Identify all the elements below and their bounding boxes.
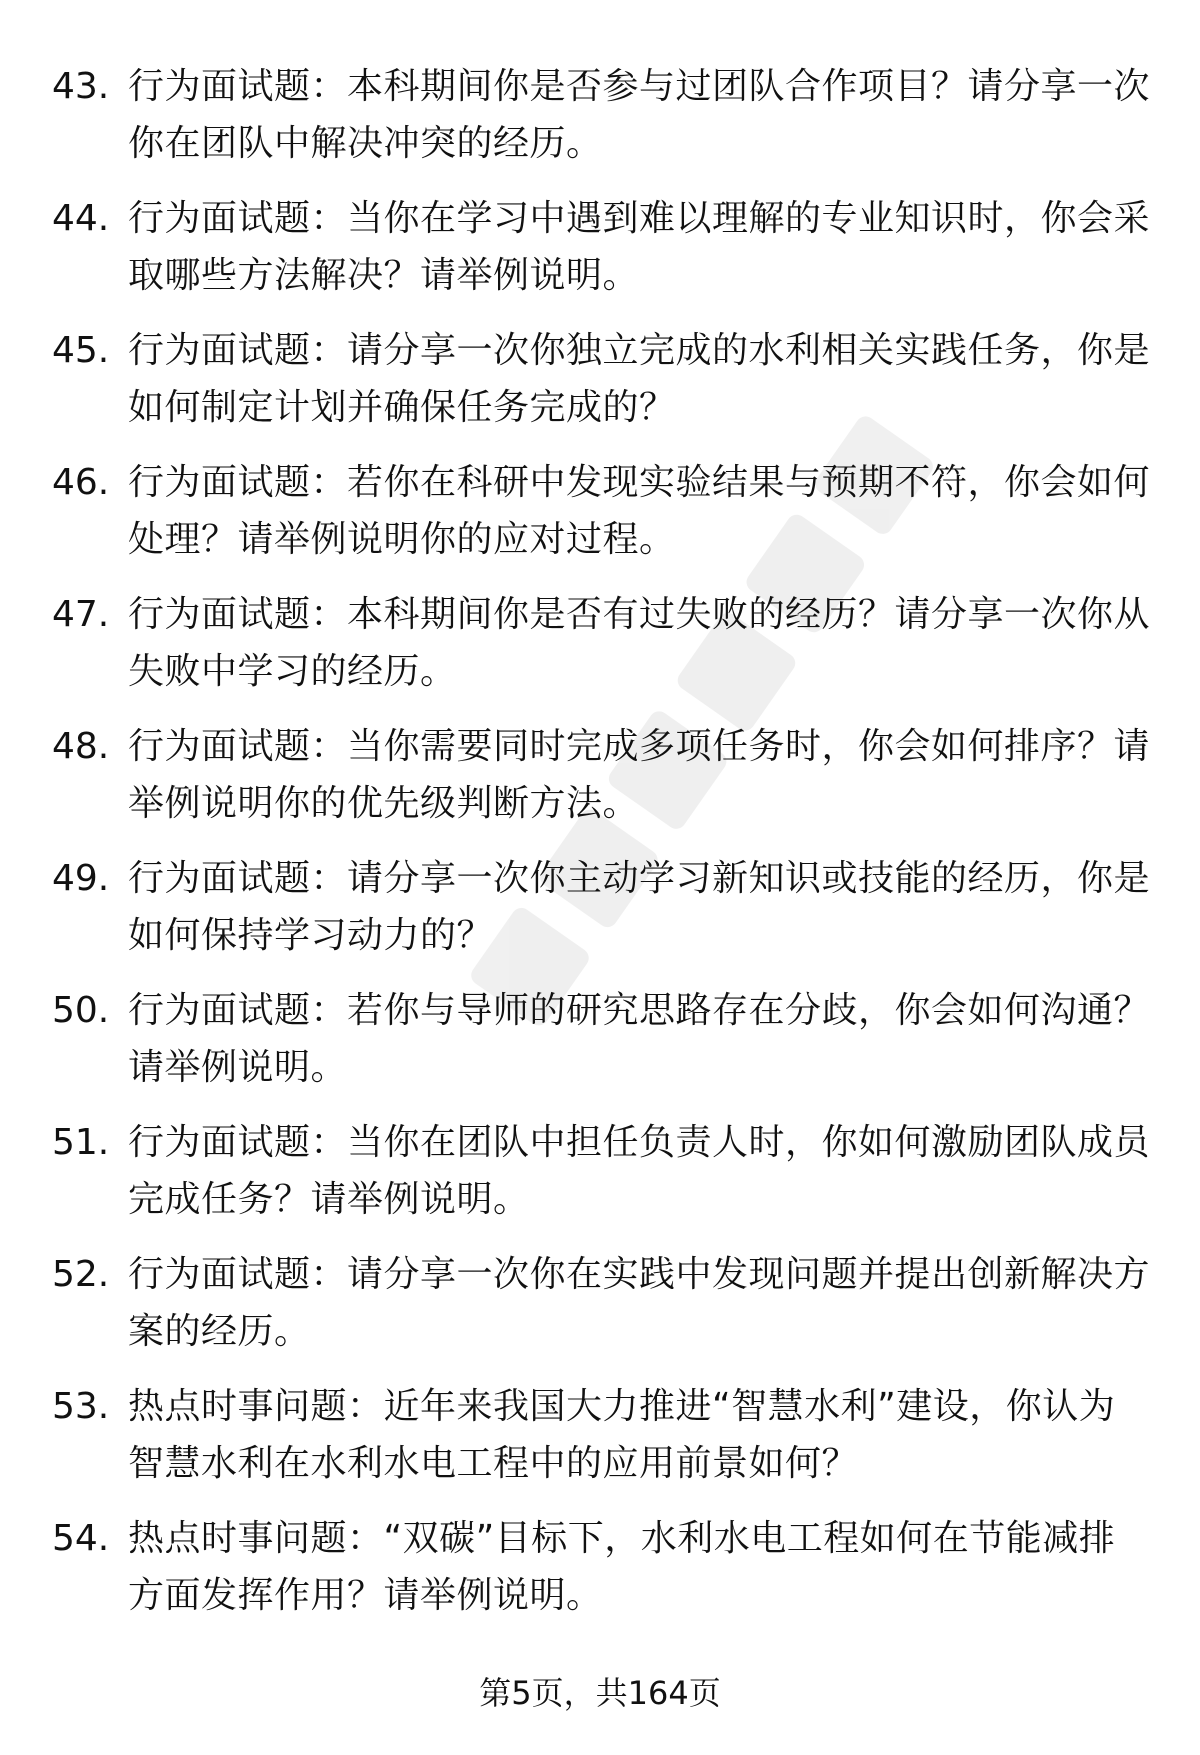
question-text bbox=[128, 1114, 1151, 1228]
question-line: 行为面试题：请分享一次你主动学习新知识或技能的经历，你是 bbox=[128, 858, 1151, 899]
question-number: 51. bbox=[52, 1122, 110, 1163]
question-text bbox=[128, 322, 1151, 436]
question-line: 案的经历。 bbox=[128, 1311, 311, 1352]
question-text bbox=[128, 58, 1151, 172]
question-item bbox=[0, 718, 1200, 850]
question-text bbox=[128, 454, 1151, 568]
question-item bbox=[0, 1114, 1200, 1246]
question-item bbox=[0, 1510, 1200, 1642]
question-number: 43. bbox=[52, 66, 110, 107]
question-number: 50. bbox=[52, 990, 110, 1031]
question-line: 方面发挥作用？请举例说明。 bbox=[128, 1575, 603, 1616]
question-list bbox=[0, 58, 1200, 1642]
question-line: 完成任务？请举例说明。 bbox=[128, 1179, 530, 1220]
question-line: 热点时事问题：近年来我国大力推进“智慧水利”建设，你认为 bbox=[128, 1386, 1116, 1427]
question-text bbox=[128, 850, 1151, 964]
question-item bbox=[0, 850, 1200, 982]
question-item bbox=[0, 1246, 1200, 1378]
question-item bbox=[0, 982, 1200, 1114]
question-number: 49. bbox=[52, 858, 110, 899]
question-line: 行为面试题：若你与导师的研究思路存在分歧，你会如何沟通？ bbox=[128, 990, 1151, 1031]
question-number: 54. bbox=[52, 1518, 110, 1559]
question-number: 46. bbox=[52, 462, 110, 503]
question-line: 你在团队中解决冲突的经历。 bbox=[128, 123, 603, 164]
page-footer: 第5页，共164页 bbox=[479, 1674, 721, 1712]
question-line: 取哪些方法解决？请举例说明。 bbox=[128, 255, 640, 296]
question-text bbox=[128, 1378, 1138, 1492]
question-line: 举例说明你的优先级判断方法。 bbox=[128, 783, 640, 824]
question-line: 如何保持学习动力的？ bbox=[128, 915, 494, 956]
question-number: 47. bbox=[52, 594, 110, 635]
question-item bbox=[0, 1378, 1200, 1510]
question-item bbox=[0, 322, 1200, 454]
question-text bbox=[128, 190, 1151, 304]
question-item bbox=[0, 586, 1200, 718]
question-number: 53. bbox=[52, 1386, 110, 1427]
question-item bbox=[0, 58, 1200, 190]
question-line: 行为面试题：当你在团队中担任负责人时，你如何激励团队成员 bbox=[128, 1122, 1151, 1163]
question-line: 行为面试题：请分享一次你在实践中发现问题并提出创新解决方 bbox=[128, 1254, 1151, 1295]
question-line: 热点时事问题：“双碳”目标下，水利水电工程如何在节能减排 bbox=[128, 1518, 1116, 1559]
question-text bbox=[128, 1510, 1138, 1624]
question-line: 行为面试题：本科期间你是否参与过团队合作项目？请分享一次 bbox=[128, 66, 1151, 107]
question-number: 45. bbox=[52, 330, 110, 371]
question-line: 失败中学习的经历。 bbox=[128, 651, 457, 692]
question-line: 请举例说明。 bbox=[128, 1047, 348, 1088]
question-text bbox=[128, 586, 1151, 700]
question-text bbox=[128, 982, 1151, 1096]
question-number: 52. bbox=[52, 1254, 110, 1295]
question-line: 行为面试题：若你在科研中发现实验结果与预期不符，你会如何 bbox=[128, 462, 1151, 503]
question-line: 如何制定计划并确保任务完成的？ bbox=[128, 387, 676, 428]
question-text bbox=[128, 718, 1151, 832]
question-number: 48. bbox=[52, 726, 110, 767]
question-line: 行为面试题：请分享一次你独立完成的水利相关实践任务，你是 bbox=[128, 330, 1151, 371]
question-number: 44. bbox=[52, 198, 110, 239]
question-item bbox=[0, 454, 1200, 586]
question-line: 行为面试题：本科期间你是否有过失败的经历？请分享一次你从 bbox=[128, 594, 1151, 635]
question-line: 行为面试题：当你在学习中遇到难以理解的专业知识时，你会采 bbox=[128, 198, 1151, 239]
question-item bbox=[0, 190, 1200, 322]
question-line: 处理？请举例说明你的应对过程。 bbox=[128, 519, 676, 560]
question-line: 行为面试题：当你需要同时完成多项任务时，你会如何排序？请 bbox=[128, 726, 1151, 767]
question-text bbox=[128, 1246, 1151, 1360]
question-line: 智慧水利在水利水电工程中的应用前景如何？ bbox=[128, 1443, 859, 1484]
